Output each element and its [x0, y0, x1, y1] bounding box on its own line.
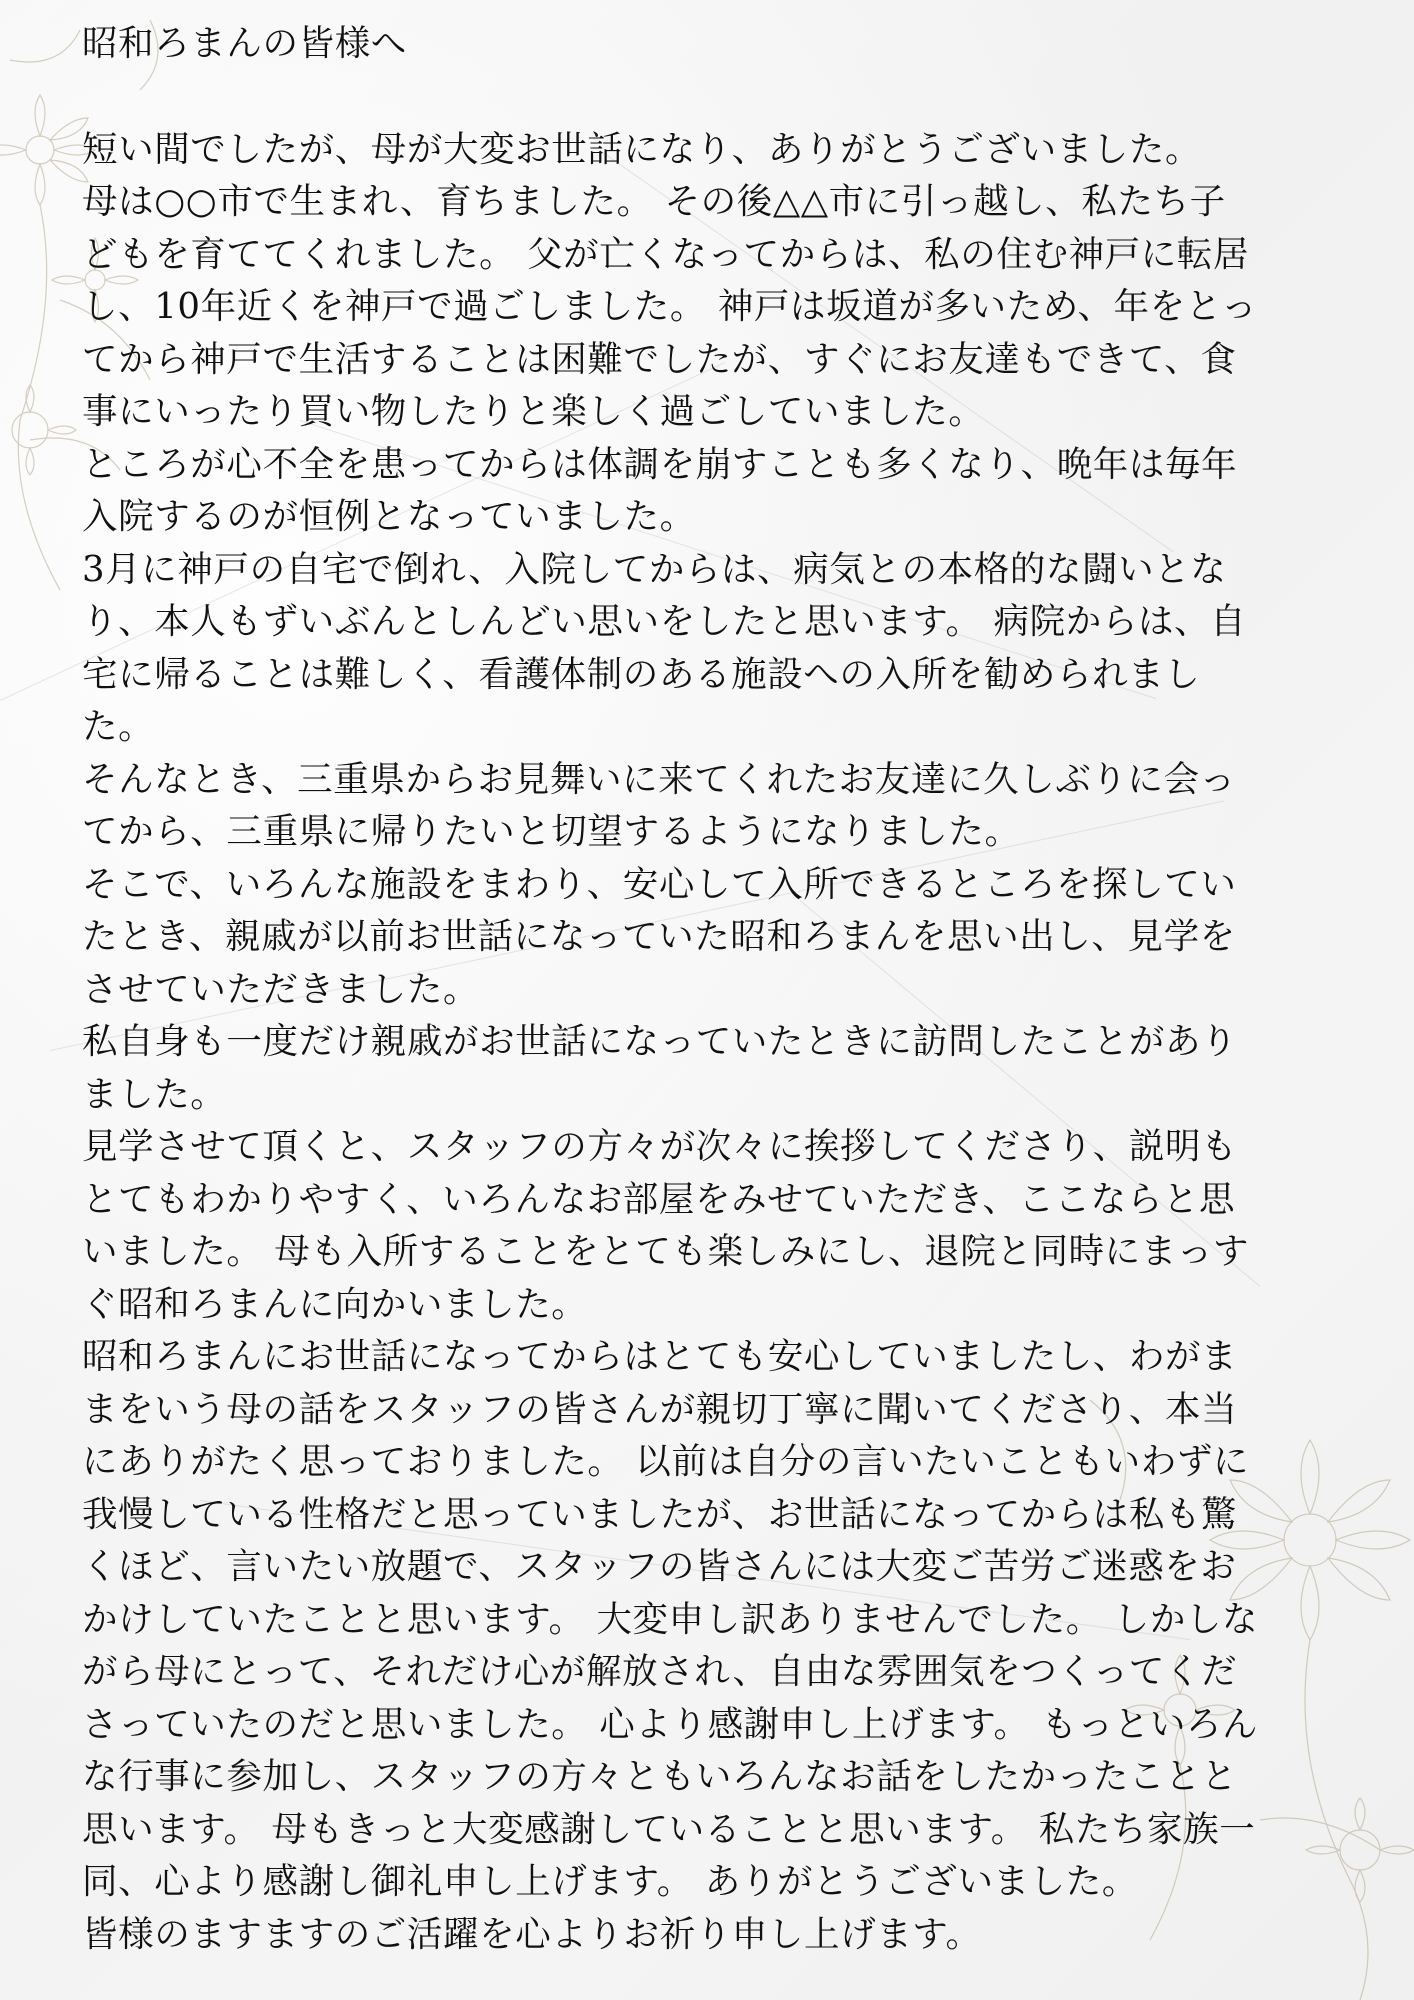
letter-body [82, 18, 1350, 1961]
letter-line: 母は○○市で生まれ、育ちました。 その後△△市に引っ越し、私たち子 [82, 181, 1226, 222]
letter-paragraphs [82, 124, 1350, 1962]
letter-line: さっていたのだと思いました。 心より感謝申し上げます。 もっといろん [82, 1703, 1259, 1745]
letter-line: ぐ昭和ろまんに向かいました。 [82, 1283, 588, 1325]
letter-line: 皆様のますますのご活躍を心よりお祈り申し上げます。 [82, 1913, 982, 1955]
letter-line: 私自身も一度だけ親戚がお世話になっていたときに訪問したことがあり [82, 1021, 1238, 1062]
letter-line: がら母にとって、それだけ心が解放され、自由な雰囲気をつくってくだ [82, 1651, 1238, 1692]
letter-line: な行事に参加し、スタッフの方々ともいろんなお話をしたかったことと [82, 1756, 1238, 1797]
letter-line: てから、三重県に帰りたいと切望するようになりました。 [82, 811, 1021, 852]
letter-line: そこで、いろんな施設をまわり、安心して入所できるところを探してい [82, 863, 1237, 905]
letter-line: た。 [82, 706, 155, 747]
letter-line: どもを育ててくれました。 父が亡くなってからは、私の住む神戸に転居 [82, 233, 1250, 275]
letter-line: 3月に神戸の自宅で倒れ、入院してからは、病気との本格的な闘いとな [82, 548, 1227, 590]
letter-line: そんなとき、三重県からお見舞いに来てくれたお友達に久しぶりに会っ [82, 758, 1236, 800]
letter-line: にありがたく思っておりました。 以前は自分の言いたいこともいわずに [82, 1441, 1250, 1482]
letter-line: り、本人もずいぶんとしんどい思いをしたと思います。 病院からは、自 [82, 601, 1247, 642]
letter-line: 昭和ろまんにお世話になってからはとても安心していましたし、わがま [82, 1336, 1238, 1377]
letter-line: 思います。 母もきっと大変感謝していることと思います。 私たち家族一 [82, 1808, 1256, 1850]
letter-line: 短い間でしたが、母が大変お世話になり、ありがとうございました。 [82, 128, 1202, 170]
letter-line: 事にいったり買い物したりと楽しく過ごしていました。 [82, 391, 985, 432]
letter-line: かけしていたことと思います。 大変申し訳ありませんでした。 しかしな [82, 1598, 1259, 1640]
letter-line: いました。 母も入所することをとても楽しみにし、退院と同時にまっす [82, 1231, 1250, 1272]
letter-line: 同、心より感謝し御礼申し上げます。 ありがとうございました。 [82, 1861, 1138, 1902]
letter-line: 入院するのが恒例となっていました。 [82, 496, 696, 537]
letter-line: 見学させて頂くと、スタッフの方々が次々に挨拶してくださり、説明も [82, 1126, 1238, 1167]
letter-line: ところが心不全を患ってからは体調を崩すことも多くなり、晩年は毎年 [82, 443, 1238, 485]
letter-line: ました。 [82, 1073, 227, 1115]
letter-line: てから神戸で生活することは困難でしたが、すぐにお友達もできて、食 [82, 338, 1237, 380]
letter-line: たとき、親戚が以前お世話になっていた昭和ろまんを思い出し、見学を [82, 916, 1236, 957]
salutation: 昭和ろまんの皆様へ [82, 23, 407, 64]
letter-line: まをいう母の話をスタッフの皆さんが親切丁寧に聞いてくださり、本当 [82, 1388, 1238, 1430]
letter-line: くほど、言いたい放題で、スタッフの皆さんには大変ご苦労ご迷惑をお [82, 1546, 1237, 1587]
letter-line: 我慢している性格だと思っていましたが、お世話になってからは私も驚 [82, 1493, 1238, 1535]
letter-line: 宅に帰ることは難しく、看護体制のある施設への入所を勧められまし [82, 653, 1201, 695]
letter-line: し、10年近くを神戸で過ごしました。 神戸は坂道が多いため、年をとっ [82, 286, 1258, 327]
letter-line: とてもわかりやすく、いろんなお部屋をみせていただき、ここならと思 [82, 1178, 1236, 1220]
letter-line: させていただきました。 [82, 968, 480, 1010]
